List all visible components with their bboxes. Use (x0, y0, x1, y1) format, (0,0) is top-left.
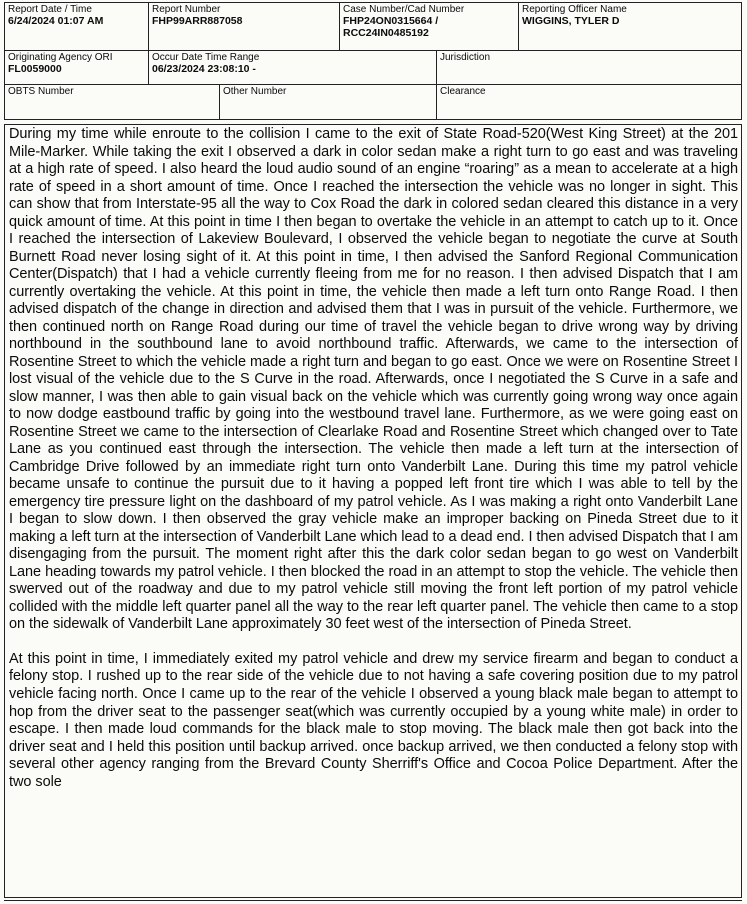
header-row-agency (4, 51, 742, 85)
occur-date-value: 06/23/2024 23:08:10 - (152, 63, 256, 75)
other-number-label: Other Number (223, 86, 287, 97)
agency-ori-value: FL0059000 (8, 63, 62, 75)
agency-ori-cell (5, 51, 149, 84)
bottom-rule (4, 900, 742, 901)
other-number-cell (220, 85, 437, 119)
agency-ori-label: Originating Agency ORI (8, 52, 113, 63)
narrative-paragraph-2: At this point in time, I immediately exited my patrol vehicle and drew my service firearm and began to conduct a felony stop. I rushed up to the rear side of the vehicle due to not having a safe covering position due to my patrol vehicle facing north. Once I came up to the rear of the vehicle I observed a young black male began to attempt to hop from the driver seat to the passenger seat(which was currently occupied by a young white male) in order to escape. I then made loud commands for the black male to stop moving. The black male then got back into the driver seat and I held this position until backup arrived. once backup arrived, we then conducted a felony stop with several other agency ranging from the Brevard County Sherriff's Office and Cocoa Police Department. After the two sole (9, 650, 738, 790)
report-date-value: 6/24/2024 01:07 AM (8, 15, 104, 27)
clearance-cell (437, 85, 741, 119)
header-row-report (4, 3, 742, 51)
obts-number-label: OBTS Number (8, 86, 74, 97)
report-date-cell (5, 3, 149, 50)
obts-number-cell (5, 85, 220, 119)
narrative-paragraph-1: During my time while enroute to the collision I came to the exit of State Road-520(West King Street) at the 201 Mile-Marker. While taking the exit I observed a dark in color sedan make a right turn to go east and was traveling at a high rate of speed. I also heard the loud audio sound of an engine “roaring” as a mean to accelerate at a high rate of speed in a short amount of time. Once I reached the intersection the vehicle was no longer in sight. This can show that from Interstate-95 all the way to Cox Road the dark in colored sedan cleared this distance in a very quick amount of time. At this point in time I then began to overtake the vehicle in an attempt to catch up to it. Once I reached the intersection of Lakeview Boulevard, I observed the vehicle began to negotiate the curve at South Burnett Road never losing sight of it. At this point in time, I then advised the Sanford Regional Communication Center(Dispatch) that I had a vehicle currently fleeing from me for no reason. I then advised Dispatch that I am currently overtaking the vehicle. At this point in time, the vehicle then made a left turn onto Range Road. I then advised dispatch of the change in direction and advised them that I was in pursuit of the vehicle. Furthermore, we then continued north on Range Road during our time of travel the vehicle began to drive wrong way by driving northbound in the southbound lane to avoid northbound traffic. Afterwards, we came to the intersection of Rosentine Street to which the vehicle made a right turn and began to go east. Once we were on Rosentine Street I lost visual of the vehicle due to the S Curve in the road. Afterwards, once I negotiated the S Curve in a safe and slow manner, I was then able to gain visual back on the vehicle which was currently going wrong way once again to now dodge eastbound traffic by going into the westbound travel lane. Furthermore, as we were going east on Rosentine Street we came to the intersection of Clearlake Road and Rosentine Street which changed over to Tate Lane as you continued east through the intersection. The vehicle then made a left turn at the intersection of Cambridge Drive followed by an immediate right turn onto Vanderbilt Lane. During this time my patrol vehicle became unsafe to continue the pursuit due to it having a popped left front tire which I was able to tell by the emergency tire pressure light on the dashboard of my patrol vehicle. As I was making a right onto Vanderbilt Lane I began to slow down. I then observed the gray vehicle make an improper backing on Pineda Street due to it making a left turn at the intersection of Vanderbilt Lane which lead to a dead end. I then advised Dispatch that I am disengaging from the pursuit. The moment right after this the dark color sedan began to go west on Vanderbilt Lane heading towards my patrol vehicle. I then blocked the road in an attempt to stop the vehicle. The vehicle then swerved out of the roadway and due to my patrol vehicle still moving the front left portion of my patrol vehicle collided with the middle left quarter panel all the way to the rear left quarter panel. The vehicle then came to a stop on the sidewalk of Vanderbilt Lane approximately 30 feet west of the intersection of Pineda Street. (9, 126, 738, 633)
report-number-value: FHP99ARR887058 (152, 15, 243, 27)
jurisdiction-label: Jurisdiction (440, 52, 491, 63)
reporting-officer-cell (519, 3, 741, 50)
report-number-label: Report Number (152, 4, 221, 15)
case-number-value-line2: RCC24IN0485192 (343, 27, 429, 39)
clearance-label: Clearance (440, 86, 486, 97)
occur-date-cell (149, 51, 437, 84)
report-number-cell (149, 3, 340, 50)
reporting-officer-value: WIGGINS, TYLER D (522, 15, 620, 27)
case-number-cell (340, 3, 519, 50)
report-date-label: Report Date / Time (8, 4, 92, 15)
header-row-numbers (4, 85, 742, 120)
case-number-label: Case Number/Cad Number (343, 4, 465, 15)
occur-date-label: Occur Date Time Range (152, 52, 260, 63)
reporting-officer-label: Reporting Officer Name (522, 4, 627, 15)
case-number-value-line1: FHP24ON0315664 / (343, 15, 439, 27)
narrative-box (4, 124, 742, 898)
jurisdiction-cell (437, 51, 741, 84)
